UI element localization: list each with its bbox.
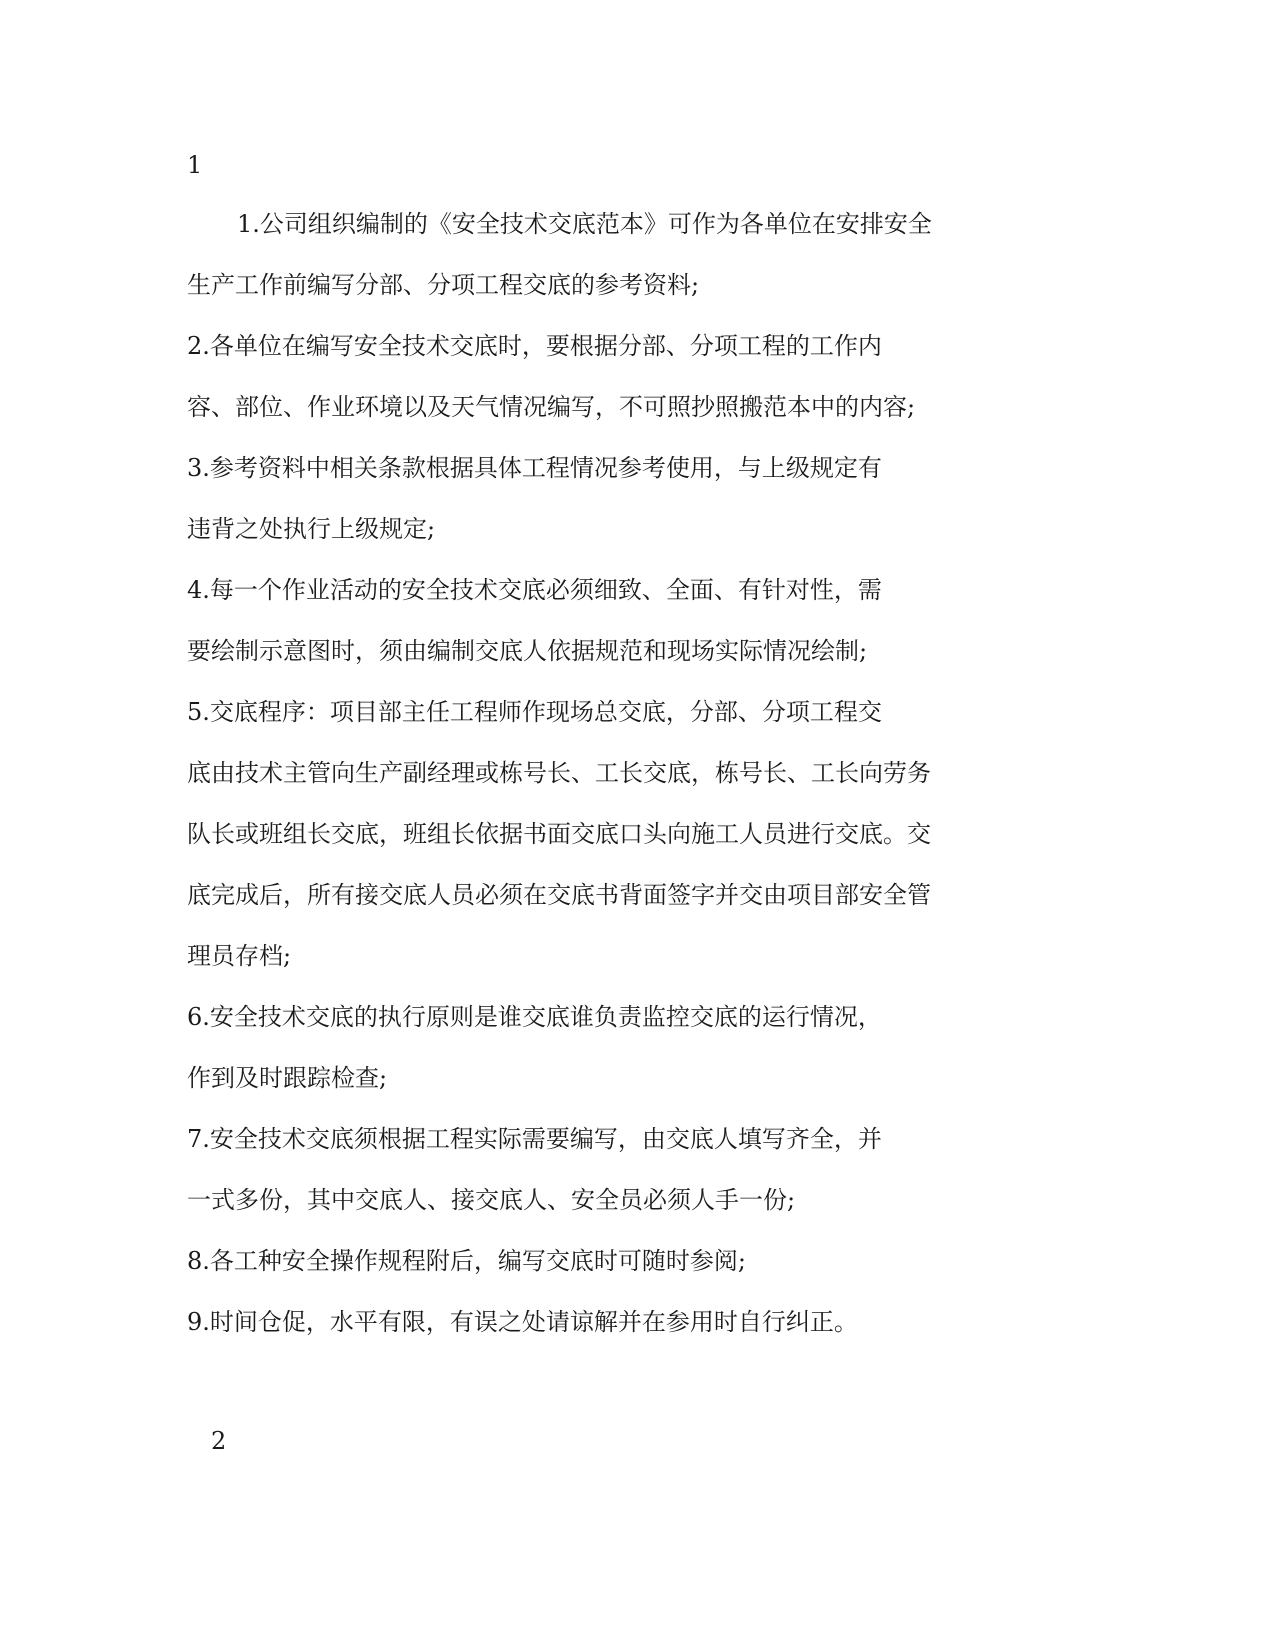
text-line: 2.各单位在编写安全技术交底时，要根据分部、分项工程的工作内 (187, 332, 882, 360)
text-line: 8.各工种安全操作规程附后，编写交底时可随时参阅; (187, 1247, 746, 1275)
text-line: 6.安全技术交底的执行原则是谁交底谁负责监控交底的运行情况， (187, 1003, 882, 1031)
text-line: 容、部位、作业环境以及天气情况编写，不可照抄照搬范本中的内容; (187, 393, 916, 421)
text-line: 4.每一个作业活动的安全技术交底必须细致、全面、有针对性，需 (187, 576, 882, 604)
text-line: 5.交底程序：项目部主任工程师作现场总交底，分部、分项工程交 (187, 698, 882, 726)
text-line: 底完成后，所有接交底人员必须在交底书背面签字并交由项目部安全管 (187, 881, 931, 909)
text-line: 要绘制示意图时，须由编制交底人依据规范和现场实际情况绘制; (187, 637, 868, 665)
text-line: 违背之处执行上级规定; (187, 515, 436, 543)
text-line: 1.公司组织编制的《安全技术交底范本》可作为各单位在安排安全 (237, 210, 932, 238)
text-line: 队长或班组长交底，班组长依据书面交底口头向施工人员进行交底。交 (187, 820, 931, 848)
notes-body (187, 200, 967, 1359)
text-line: 一式多份，其中交底人、接交底人、安全员必须人手一份; (187, 1186, 796, 1214)
page-number-bottom: 2 (211, 1427, 227, 1455)
text-line: 3.参考资料中相关条款根据具体工程情况参考使用，与上级规定有 (187, 454, 882, 482)
text-line: 生产工作前编写分部、分项工程交底的参考资料; (187, 271, 700, 299)
page-number-top: 1 (187, 151, 203, 179)
text-line: 底由技术主管向生产副经理或栋号长、工长交底，栋号长、工长向劳务 (187, 759, 931, 787)
text-line: 作到及时跟踪检查; (187, 1064, 388, 1092)
text-line: 理员存档; (187, 942, 292, 970)
text-line: 7.安全技术交底须根据工程实际需要编写，由交底人填写齐全，并 (187, 1125, 882, 1153)
text-line: 9.时间仓促，水平有限，有误之处请谅解并在参用时自行纠正。 (187, 1308, 858, 1336)
